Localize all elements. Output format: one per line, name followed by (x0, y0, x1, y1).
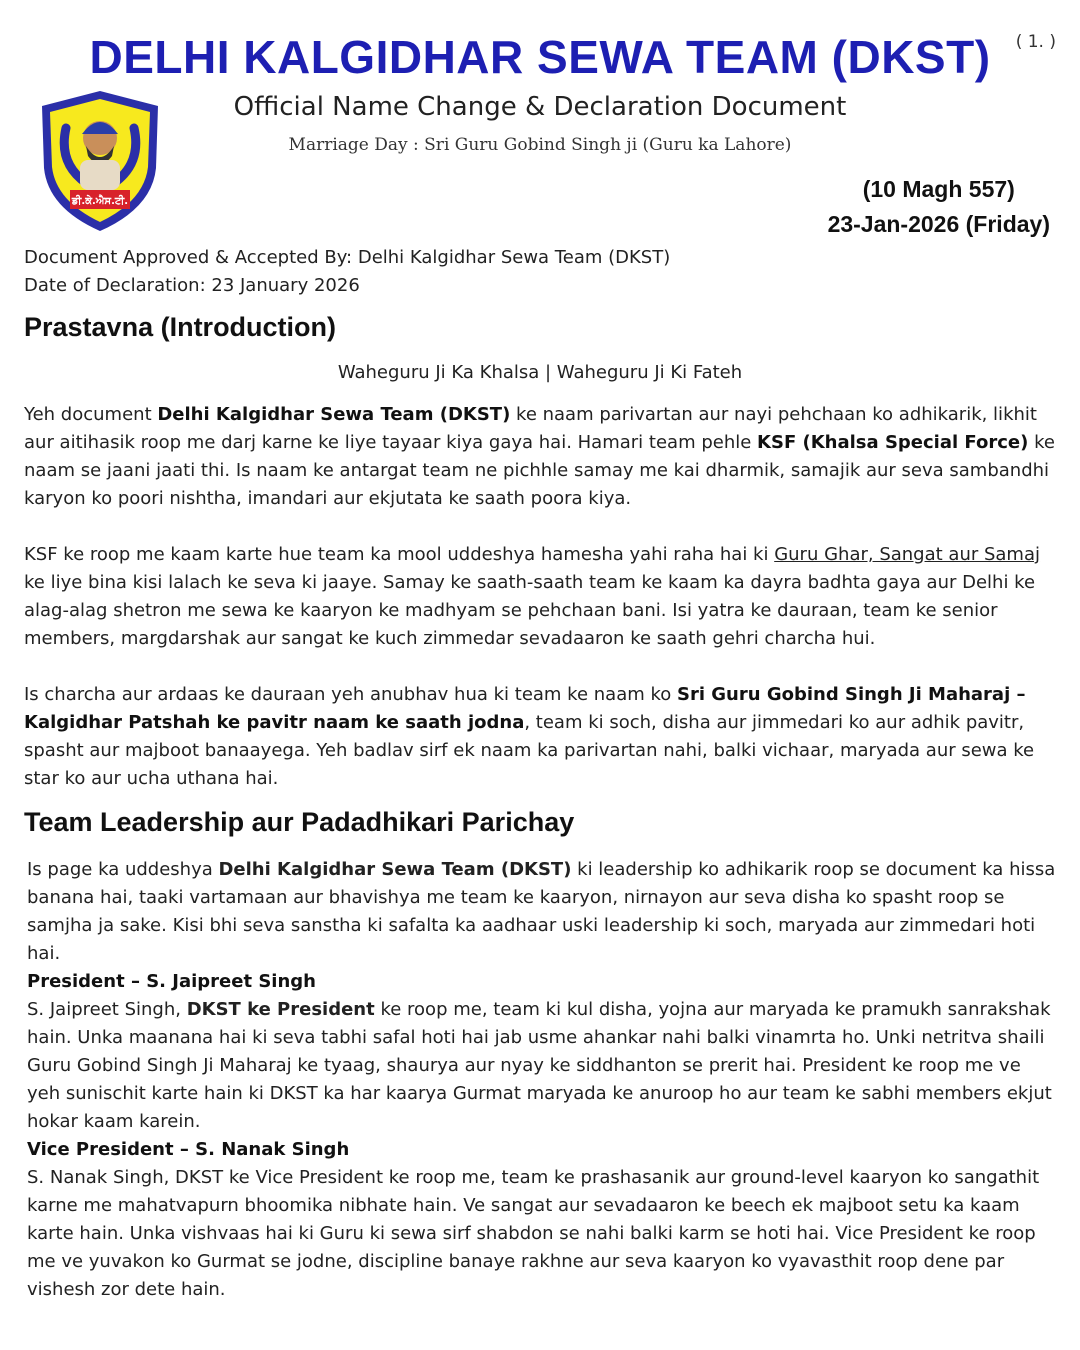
leadership-intro (27, 856, 1059, 968)
bold-text: KSF (Khalsa Special Force) (757, 432, 1029, 453)
dkst-shield-logo (36, 88, 164, 234)
bold-text: Delhi Kalgidhar Sewa Team (DKST) (218, 859, 572, 880)
marriage-day-line: Marriage Day : Sri Guru Gobind Singh ji (Guru ka Lahore) (288, 135, 792, 155)
vice-president-description: S. Nanak Singh, DKST ke Vice President ke roop me, team ke prashasanik aur ground-level kaaryon ko sangathit karne me mahatvapurn bhoomika nibhate hain. Ve sangat aur sevadaaron ke beech ek majboot setu ka kaam karte hain. Unka vishvaas hai ki Guru ki sewa sirf shabdon se nahi balki karm se hoti hai. Vice President ke roop me ve yuvakon ko Gurmat se jodne, discipline banaye rakhne aur seva kaaryon ko vyavasthit roop dene par vishesh zor dete hain. (27, 1167, 1040, 1300)
bold-text: Delhi Kalgidhar Sewa Team (DKST) (157, 404, 511, 425)
greeting-line: Waheguru Ji Ka Khalsa | Waheguru Ji Ki Fateh (337, 362, 743, 383)
declaration-date-line: Date of Declaration: 23 January 2026 (24, 275, 360, 296)
text-run: ke naam se jaani jaati thi. Is naam ke antargat team ne pichhle samay me kai dharmik, samajik aur seva sambandhi karyon ko poori nishtha, imandari aur ekjutata ke saath poora kiya. (24, 432, 1055, 509)
intro-paragraph-1 (24, 401, 1059, 513)
vice-president-title: Vice President – S. Nanak Singh (27, 1139, 350, 1160)
document-title: DELHI KALGIDHAR SEWA TEAM (DKST) (89, 31, 991, 83)
intro-paragraph-3 (24, 681, 1059, 793)
text-run: Is page ka uddeshya (27, 859, 219, 880)
logo-text: ਡੀ.ਕੇ.ਐਸ.ਟੀ. (71, 196, 129, 207)
text-run: Is charcha aur ardaas ke dauraan yeh anubhav hua ki team ke naam ko (24, 684, 677, 705)
date-nanakshahi: (10 Magh 557) (862, 176, 1015, 202)
text-run: KSF ke roop me kaam karte hue team ka mool uddeshya hamesha yahi raha hai ki (24, 544, 775, 565)
document-subtitle: Official Name Change & Declaration Document (233, 92, 847, 122)
declaration-meta (24, 244, 670, 300)
text-run: Yeh document (24, 404, 158, 425)
date-gregorian: 23-Jan-2026 (Friday) (827, 211, 1050, 237)
page-number: ( 1. ) (1015, 32, 1056, 52)
bold-text: Sri Guru Gobind Singh Ji Maharaj – Kalgidhar Patshah ke pavitr naam ke saath jodna (24, 684, 1026, 733)
underlined-text: Guru Ghar, Sangat aur Samaj (774, 544, 1041, 565)
text-run: S. Jaipreet Singh, (27, 999, 187, 1020)
text-run: ke roop me, team ki kul disha, yojna aur maryada ke pramukh sanrakshak hain. Unka maanana hai ki seva tabhi safal hoti hai jab usme ahankar nahi balki vinamrta ho. Unki netritva shaili Guru Gobind Singh Ji Maharaj ke tyaag, shaurya aur nyay ke siddhanton se prerit hai. President ke roop me ve yeh sunischit karte hain ki DKST ka har kaarya Gurmat maryada ke anuroop ho aur team ke sabhi members ekjut hokar kaam karein. (27, 999, 1052, 1132)
text-run: , team ki soch, disha aur jimmedari ko aur adhik pavitr, spasht aur majboot banaayega. Yeh badlav sirf ek naam ka parivartan nahi, balki vichaar, maryada aur sewa ke star ko aur ucha uthana hai. (24, 712, 1035, 789)
introduction-heading: Prastavna (Introduction) (24, 312, 337, 342)
date-block (828, 172, 1050, 242)
president-description (27, 996, 1059, 1136)
president-title: President – S. Jaipreet Singh (27, 971, 316, 992)
text-run: ki leadership ko adhikarik roop se document ka hissa banana hai, taaki vartamaan aur bhavishya me team ke kaaryon, nirnayon aur seva disha ko spasht roop se samjha ja sake. Kisi bhi seva sanstha ki safalta ka aadhaar uski leadership ki soch, maryada aur zimmedari hoti hai. (27, 859, 1056, 964)
president-section (27, 968, 1059, 1136)
bold-text: DKST ke President (186, 999, 375, 1020)
vice-president-section (27, 1136, 1059, 1304)
approved-by-line: Document Approved & Accepted By: Delhi Kalgidhar Sewa Team (DKST) (24, 247, 671, 268)
text-run: ke naam parivartan aur nayi pehchaan ko adhikarik, likhit aur aitihasik roop me darj karne ke liye tayaar kiya gaya hai. Hamari team pehle (24, 404, 1037, 453)
leadership-heading: Team Leadership aur Padadhikari Parichay (24, 807, 575, 837)
intro-paragraph-2 (24, 541, 1059, 653)
text-run: ke liye bina kisi lalach ke seva ki jaaye. Samay ke saath-saath team ke kaam ka dayra badhta gaya aur Delhi ke alag-alag shetron me sewa ke kaaryon ke madhyam se pehchaan bani. Isi yatra ke dauraan, team ke senior members, margdarshak aur sangat ke kuch zimmedar sevadaaron ke saath gehri charcha hui. (24, 572, 1036, 649)
